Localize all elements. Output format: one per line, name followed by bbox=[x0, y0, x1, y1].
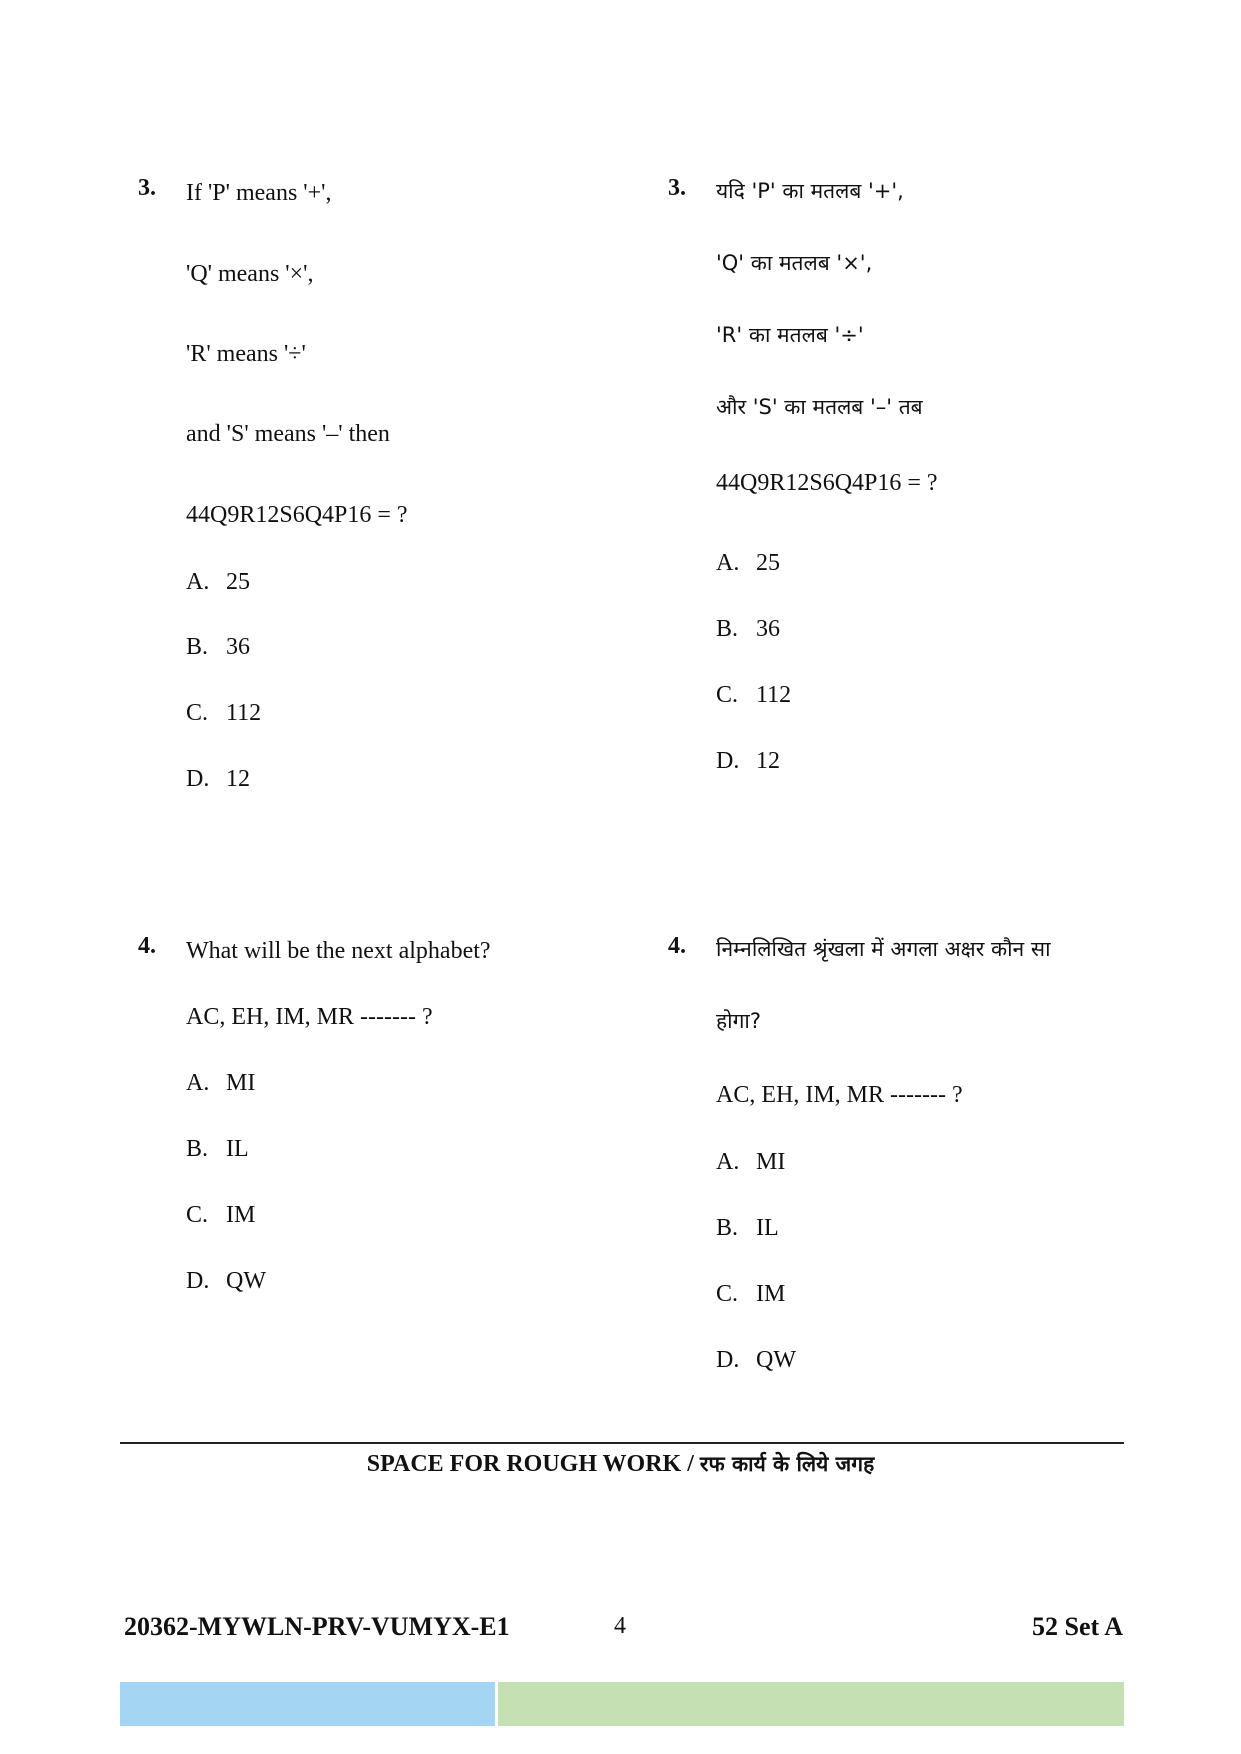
question-3-option-c-hi[interactable] bbox=[716, 683, 791, 707]
option-text: 36 bbox=[226, 634, 250, 660]
question-4-sequence-en: AC, EH, IM, MR ------- ? bbox=[186, 1004, 433, 1030]
question-4-number-hi: 4. bbox=[668, 933, 686, 959]
question-3-option-b-en[interactable] bbox=[186, 635, 250, 659]
option-text: 25 bbox=[756, 550, 780, 576]
question-4-number-en: 4. bbox=[138, 933, 156, 959]
question-3-option-a-en[interactable] bbox=[186, 570, 250, 594]
question-3-line-1-en: If 'P' means '+', bbox=[186, 180, 332, 206]
question-4-option-a-en[interactable] bbox=[186, 1071, 255, 1095]
question-3-line-4-en: and 'S' means '–' then bbox=[186, 421, 390, 447]
question-3-line-2-en: 'Q' means '×', bbox=[186, 261, 314, 287]
set-label: 52 Set A bbox=[1032, 1612, 1123, 1641]
question-3-expression-en: 44Q9R12S6Q4P16 = ? bbox=[186, 502, 408, 528]
question-3-number-hi: 3. bbox=[668, 175, 686, 201]
question-3-number-en: 3. bbox=[138, 175, 156, 201]
question-3-line-3-hi: 'R' का मतलब '÷' bbox=[716, 323, 864, 347]
question-3-line-1-hi: यदि 'P' का मतलब '+', bbox=[716, 179, 904, 203]
option-letter: D. bbox=[716, 748, 740, 774]
option-letter: A. bbox=[186, 569, 210, 595]
option-text: IM bbox=[226, 1202, 256, 1228]
question-4-line-1-en: What will be the next alphabet? bbox=[186, 938, 491, 964]
paper-code: 20362-MYWLN-PRV-VUMYX-E1 bbox=[124, 1612, 510, 1641]
option-text: 12 bbox=[756, 748, 780, 774]
question-3-option-a-hi[interactable] bbox=[716, 551, 780, 575]
option-text: 25 bbox=[226, 569, 250, 595]
option-letter: A. bbox=[716, 1149, 740, 1175]
option-letter: D. bbox=[186, 766, 210, 792]
option-letter: A. bbox=[186, 1070, 210, 1096]
question-3-line-4-hi: और 'S' का मतलब '–' तब bbox=[716, 395, 923, 419]
option-letter: D. bbox=[716, 1347, 740, 1373]
option-text: MI bbox=[226, 1070, 256, 1096]
option-letter: D. bbox=[186, 1268, 210, 1294]
option-letter: B. bbox=[186, 1136, 209, 1162]
question-4-option-c-en[interactable] bbox=[186, 1203, 255, 1227]
option-text: IL bbox=[226, 1136, 249, 1162]
question-4-option-b-hi[interactable] bbox=[716, 1216, 779, 1240]
option-letter: B. bbox=[186, 634, 209, 660]
option-letter: C. bbox=[186, 700, 209, 726]
question-3-option-d-hi[interactable] bbox=[716, 749, 780, 773]
question-4-option-a-hi[interactable] bbox=[716, 1150, 785, 1174]
question-4-option-c-hi[interactable] bbox=[716, 1282, 785, 1306]
footer-bar-blue bbox=[120, 1682, 495, 1726]
option-letter: B. bbox=[716, 1215, 739, 1241]
option-text: IL bbox=[756, 1215, 779, 1241]
question-3-line-3-en: 'R' means '÷' bbox=[186, 341, 306, 367]
question-3-line-2-hi: 'Q' का मतलब '×', bbox=[716, 251, 873, 275]
option-letter: C. bbox=[716, 682, 739, 708]
option-text: MI bbox=[756, 1149, 786, 1175]
rough-work-heading bbox=[0, 1452, 1241, 1476]
option-text: QW bbox=[226, 1268, 266, 1294]
question-4-line-1-hi: निम्नलिखित श्रृंखला में अगला अक्षर कौन सा bbox=[716, 937, 1051, 961]
page-number: 4 bbox=[614, 1613, 626, 1639]
rough-work-divider bbox=[120, 1442, 1124, 1444]
option-letter: A. bbox=[716, 550, 740, 576]
option-text: 36 bbox=[756, 616, 780, 642]
question-3-expression-hi: 44Q9R12S6Q4P16 = ? bbox=[716, 470, 938, 496]
question-4-option-b-en[interactable] bbox=[186, 1137, 249, 1161]
option-text: 112 bbox=[756, 682, 792, 708]
option-text: 112 bbox=[226, 700, 262, 726]
question-3-option-b-hi[interactable] bbox=[716, 617, 780, 641]
question-4-line-2-hi: होगा? bbox=[716, 1009, 761, 1033]
question-3-option-c-en[interactable] bbox=[186, 701, 261, 725]
rough-work-heading-hi: रफ कार्य के लिये जगह bbox=[699, 1452, 875, 1476]
option-text: 12 bbox=[226, 766, 250, 792]
option-letter: C. bbox=[186, 1202, 209, 1228]
question-4-option-d-en[interactable] bbox=[186, 1269, 266, 1293]
option-letter: B. bbox=[716, 616, 739, 642]
footer-bar-green bbox=[498, 1682, 1124, 1726]
option-text: QW bbox=[756, 1347, 796, 1373]
question-4-sequence-hi: AC, EH, IM, MR ------- ? bbox=[716, 1082, 963, 1108]
option-letter: C. bbox=[716, 1281, 739, 1307]
option-text: IM bbox=[756, 1281, 786, 1307]
question-3-option-d-en[interactable] bbox=[186, 767, 250, 791]
rough-work-heading-en: SPACE FOR ROUGH WORK / bbox=[366, 1451, 700, 1477]
question-4-option-d-hi[interactable] bbox=[716, 1348, 796, 1372]
